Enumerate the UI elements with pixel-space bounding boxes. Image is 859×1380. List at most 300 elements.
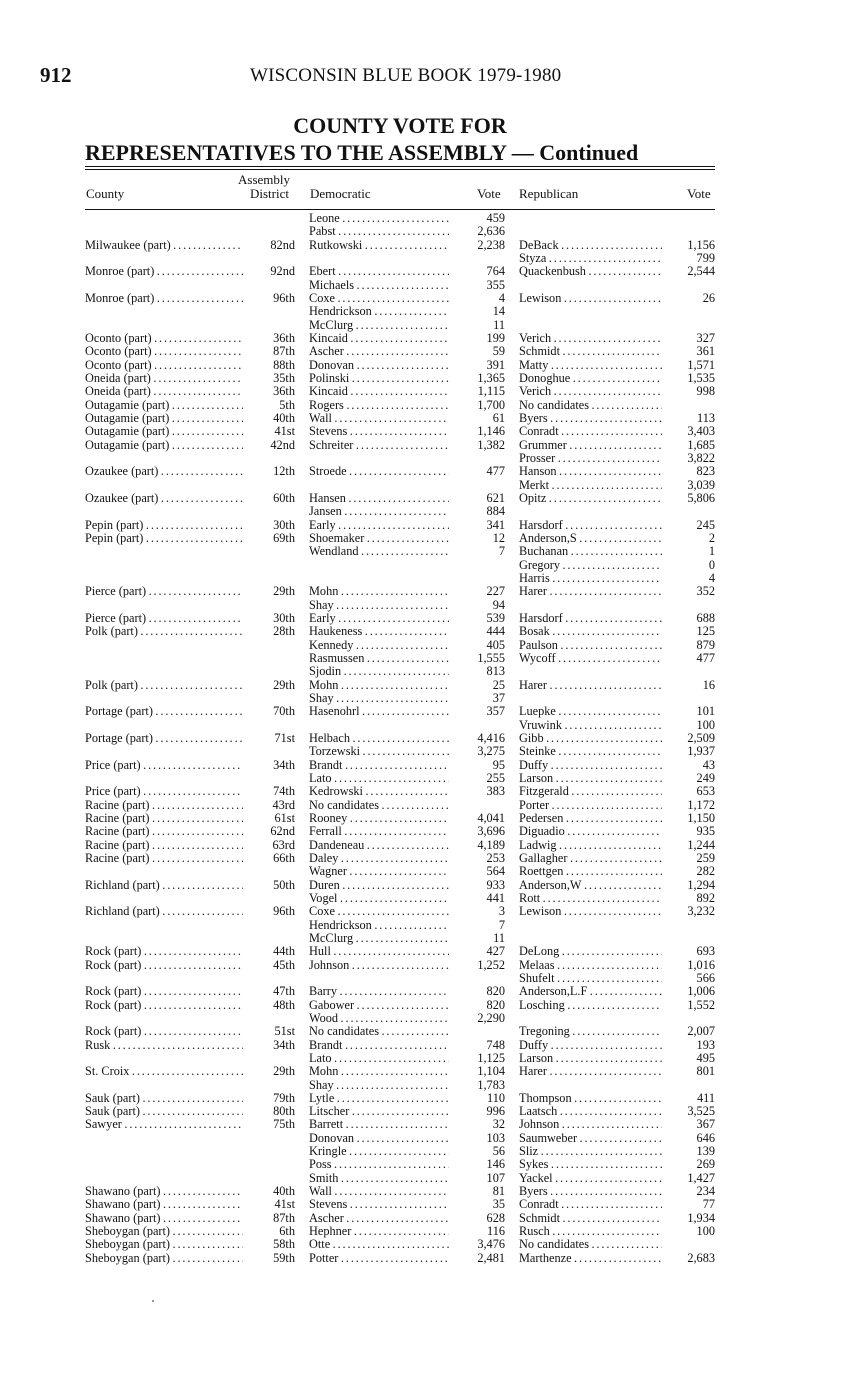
county-cell: Pierce (part) . . . xyxy=(85,612,243,625)
county-cell: Monroe (part) . . . xyxy=(85,292,243,305)
democratic-vote: 2,636 xyxy=(477,224,505,239)
republican-vote: 77 xyxy=(702,1197,715,1212)
democratic-candidate: Schreiter . . . xyxy=(309,439,449,452)
republican-candidate: Porter . . . xyxy=(519,799,662,812)
democratic-vote: 820 xyxy=(486,997,505,1012)
democratic-candidate: Stroede . . . xyxy=(309,465,449,478)
republican-candidate: Duffy . . . xyxy=(519,1039,662,1052)
table-row xyxy=(85,985,715,998)
table-row xyxy=(85,292,715,305)
district-cell: 29th xyxy=(273,677,295,692)
county-cell: Oconto (part) . . . xyxy=(85,359,243,372)
republican-vote: 477 xyxy=(696,650,715,665)
republican-candidate: Rusch . . . xyxy=(519,1225,662,1238)
table-row xyxy=(85,732,715,745)
democratic-candidate: Pabst . . . xyxy=(309,225,449,238)
county-cell: Racine (part) . . . xyxy=(85,852,243,865)
democratic-candidate: Helbach . . . xyxy=(309,732,449,745)
democratic-candidate: Ferrall . . . xyxy=(309,825,449,838)
republican-candidate: Yackel . . . xyxy=(519,1172,662,1185)
table-row xyxy=(85,1132,715,1145)
table-row xyxy=(85,385,715,398)
county-cell: Portage (part) . . . xyxy=(85,705,243,718)
county-cell: Richland (part) . . . xyxy=(85,879,243,892)
republican-vote: 1,006 xyxy=(687,984,715,999)
district-cell: 50th xyxy=(273,877,295,892)
republican-candidate: Harer . . . xyxy=(519,585,662,598)
republican-vote: 566 xyxy=(696,970,715,985)
republican-vote: 43 xyxy=(702,757,715,772)
county-cell: Price (part) . . . xyxy=(85,759,243,772)
republican-candidate: Buchanan . . . xyxy=(519,545,662,558)
county-cell: Polk (part) . . . xyxy=(85,625,243,638)
democratic-candidate: Poss . . . xyxy=(309,1158,449,1171)
table-row xyxy=(85,1212,715,1225)
republican-vote: 3,525 xyxy=(687,1104,715,1119)
county-cell: Oneida (part) . . . xyxy=(85,372,243,385)
republican-candidate: Gregory . . . xyxy=(519,559,662,572)
district-cell: 70th xyxy=(273,704,295,719)
democratic-candidate: Ascher . . . xyxy=(309,345,449,358)
district-cell: 63rd xyxy=(272,837,295,852)
republican-candidate: Wycoff . . . xyxy=(519,652,662,665)
republican-candidate: Merkt . . . xyxy=(519,479,662,492)
table-row xyxy=(85,1185,715,1198)
republican-candidate: Thompson . . . xyxy=(519,1092,662,1105)
democratic-candidate: Smith . . . xyxy=(309,1172,449,1185)
democratic-candidate: Johnson . . . xyxy=(309,959,449,972)
running-title: WISCONSIN BLUE BOOK 1979-1980 xyxy=(250,65,562,86)
republican-candidate: Marthenze . . . xyxy=(519,1252,662,1265)
district-cell: 87th xyxy=(273,1210,295,1225)
democratic-candidate: Otte . . . xyxy=(309,1238,449,1251)
table-row xyxy=(85,759,715,772)
democratic-vote: 81 xyxy=(492,1184,505,1199)
county-cell: Outagamie (part) . . . xyxy=(85,399,243,412)
header-democratic: Democratic xyxy=(310,186,371,201)
table-row xyxy=(85,465,715,478)
republican-vote: 5,806 xyxy=(687,490,715,505)
table-row xyxy=(85,665,715,678)
democratic-vote: 996 xyxy=(486,1104,505,1119)
republican-vote: 16 xyxy=(702,677,715,692)
democratic-candidate: Hephner . . . xyxy=(309,1225,449,1238)
republican-vote: 1 xyxy=(708,544,715,559)
republican-vote: 1,172 xyxy=(687,797,715,812)
republican-vote: 495 xyxy=(696,1050,715,1065)
democratic-candidate: Wall . . . xyxy=(309,1185,449,1198)
democratic-vote: 355 xyxy=(486,277,505,292)
democratic-candidate: Stevens . . . xyxy=(309,425,449,438)
district-cell: 44th xyxy=(273,944,295,959)
republican-vote: 3,232 xyxy=(687,904,715,919)
district-cell: 51st xyxy=(274,1024,295,1039)
header-rule xyxy=(85,209,715,210)
table-row xyxy=(85,212,715,225)
republican-candidate: Larson . . . xyxy=(519,772,662,785)
county-cell: Sauk (part) . . . xyxy=(85,1105,243,1118)
republican-candidate: Gibb . . . xyxy=(519,732,662,745)
democratic-vote: 103 xyxy=(486,1130,505,1145)
table-row xyxy=(85,412,715,425)
republican-candidate: Anderson,L.F . . . xyxy=(519,985,662,998)
republican-vote: 1,150 xyxy=(687,810,715,825)
democratic-candidate: McClurg . . . xyxy=(309,932,449,945)
democratic-candidate: Torzewski . . . xyxy=(309,745,449,758)
republican-candidate: DeBack . . . xyxy=(519,239,662,252)
republican-vote: 245 xyxy=(696,517,715,532)
democratic-vote: 3,476 xyxy=(477,1237,505,1252)
district-cell: 29th xyxy=(273,1064,295,1079)
republican-vote: 935 xyxy=(696,824,715,839)
democratic-candidate: Brandt . . . xyxy=(309,1039,449,1052)
democratic-vote: 3 xyxy=(498,904,505,919)
table-row xyxy=(85,225,715,238)
district-cell: 79th xyxy=(273,1090,295,1105)
table-row xyxy=(85,999,715,1012)
table-row xyxy=(85,959,715,972)
table-row xyxy=(85,1105,715,1118)
district-cell: 87th xyxy=(273,344,295,359)
table-row xyxy=(85,1225,715,1238)
democratic-vote: 1,115 xyxy=(477,384,505,399)
county-cell: Richland (part) . . . xyxy=(85,905,243,918)
republican-candidate: No candidates . . . xyxy=(519,399,662,412)
district-cell: 59th xyxy=(273,1250,295,1265)
democratic-candidate: Hasenohrl . . . xyxy=(309,705,449,718)
republican-vote: 1,535 xyxy=(687,371,715,385)
democratic-vote: 341 xyxy=(486,517,505,532)
democratic-candidate: Hull . . . xyxy=(309,945,449,958)
top-rule-2 xyxy=(85,169,715,170)
page-number: 912 xyxy=(40,63,72,87)
republican-candidate: Rott . . . xyxy=(519,892,662,905)
republican-candidate: Bosak . . . xyxy=(519,625,662,638)
republican-candidate: Johnson . . . xyxy=(519,1118,662,1131)
district-cell: 30th xyxy=(273,517,295,532)
table-row xyxy=(85,265,715,278)
table-row xyxy=(85,879,715,892)
republican-vote: 693 xyxy=(696,944,715,959)
democratic-vote: 253 xyxy=(486,850,505,865)
republican-candidate: Larson . . . xyxy=(519,1052,662,1065)
county-cell: Monroe (part) . . . xyxy=(85,265,243,278)
democratic-candidate: Shay . . . xyxy=(309,692,449,705)
democratic-vote: 61 xyxy=(492,410,505,425)
county-cell: Milwaukee (part) . . . xyxy=(85,239,243,252)
democratic-candidate: Jansen . . . xyxy=(309,505,449,518)
county-cell: Rock (part) . . . xyxy=(85,1025,243,1038)
democratic-candidate: Wagner . . . xyxy=(309,865,449,878)
republican-vote: 113 xyxy=(697,410,715,425)
county-cell: Oneida (part) . . . xyxy=(85,385,243,398)
republican-candidate: Prosser . . . xyxy=(519,452,662,465)
democratic-candidate: Michaels . . . xyxy=(309,279,449,292)
county-cell: Shawano (part) . . . xyxy=(85,1212,243,1225)
county-cell: Sheboygan (part) . . . xyxy=(85,1252,243,1265)
scan-speck xyxy=(152,1300,154,1302)
democratic-vote: 37 xyxy=(492,690,505,705)
county-cell: Racine (part) . . . xyxy=(85,839,243,852)
republican-vote: 249 xyxy=(696,770,715,785)
table-row xyxy=(85,239,715,252)
democratic-candidate: Rogers . . . xyxy=(309,399,449,412)
county-cell: Rusk . . . xyxy=(85,1039,243,1052)
democratic-candidate: Hendrickson . . . xyxy=(309,305,449,318)
democratic-vote: 1,104 xyxy=(477,1064,505,1079)
republican-candidate: Schmidt . . . xyxy=(519,345,662,358)
header-county: County xyxy=(86,186,125,201)
republican-candidate: Sliz . . . xyxy=(519,1145,662,1158)
republican-vote: 100 xyxy=(696,717,715,732)
republican-candidate: Sykes . . . xyxy=(519,1158,662,1171)
table-row xyxy=(85,332,715,345)
democratic-candidate: Coxe . . . xyxy=(309,292,449,305)
district-cell: 82nd xyxy=(270,237,295,252)
republican-vote: 4 xyxy=(708,570,715,585)
district-cell: 48th xyxy=(273,997,295,1012)
democratic-candidate: Barrett . . . xyxy=(309,1118,449,1131)
republican-candidate: Luepke . . . xyxy=(519,705,662,718)
republican-vote: 2 xyxy=(708,530,715,545)
district-cell: 42nd xyxy=(270,437,295,452)
republican-vote: 411 xyxy=(697,1090,715,1105)
republican-vote: 823 xyxy=(696,464,715,479)
district-cell: 61st xyxy=(274,810,295,825)
table-row xyxy=(85,572,715,585)
table-row xyxy=(85,812,715,825)
democratic-candidate: Mohn . . . xyxy=(309,679,449,692)
democratic-candidate: Stevens . . . xyxy=(309,1198,449,1211)
republican-candidate: Opitz . . . xyxy=(519,492,662,505)
table-row xyxy=(85,1172,715,1185)
democratic-vote: 383 xyxy=(486,784,505,799)
district-cell: 28th xyxy=(273,624,295,639)
democratic-candidate: Lytle . . . xyxy=(309,1092,449,1105)
republican-candidate: Tregoning . . . xyxy=(519,1025,662,1038)
republican-vote: 879 xyxy=(696,637,715,652)
democratic-candidate: Brandt . . . xyxy=(309,759,449,772)
republican-candidate: Lewison . . . xyxy=(519,292,662,305)
democratic-candidate: Hansen . . . xyxy=(309,492,449,505)
democratic-candidate: Leone . . . xyxy=(309,212,449,225)
table-row xyxy=(85,785,715,798)
district-cell: 36th xyxy=(273,384,295,399)
district-cell: 74th xyxy=(273,784,295,799)
republican-vote: 1,294 xyxy=(687,877,715,892)
republican-vote: 3,403 xyxy=(687,424,715,439)
table-row xyxy=(85,1252,715,1265)
republican-candidate: Duffy . . . xyxy=(519,759,662,772)
republican-vote: 367 xyxy=(696,1117,715,1132)
republican-vote: 139 xyxy=(696,1144,715,1159)
county-cell: Outagamie (part) . . . xyxy=(85,412,243,425)
democratic-vote: 4 xyxy=(498,291,505,305)
democratic-candidate: Gabower . . . xyxy=(309,999,449,1012)
democratic-candidate: Barry . . . xyxy=(309,985,449,998)
democratic-vote: 1,146 xyxy=(477,424,505,439)
democratic-candidate: Duren . . . xyxy=(309,879,449,892)
democratic-vote: 12 xyxy=(492,530,505,545)
table-row xyxy=(85,252,715,265)
republican-vote: 892 xyxy=(696,890,715,905)
democratic-vote: 4,041 xyxy=(477,810,505,825)
county-cell: Rock (part) . . . xyxy=(85,999,243,1012)
democratic-vote: 459 xyxy=(486,211,505,225)
county-cell: Polk (part) . . . xyxy=(85,679,243,692)
democratic-vote: 357 xyxy=(486,704,505,719)
democratic-vote: 1,125 xyxy=(477,1050,505,1065)
table-row xyxy=(85,625,715,638)
table-row xyxy=(85,319,715,332)
democratic-candidate: Lato . . . xyxy=(309,772,449,785)
county-cell: Rock (part) . . . xyxy=(85,959,243,972)
republican-candidate: No candidates . . . xyxy=(519,1238,662,1251)
county-cell: Price (part) . . . xyxy=(85,785,243,798)
republican-vote: 801 xyxy=(696,1064,715,1079)
republican-candidate: Ladwig . . . xyxy=(519,839,662,852)
democratic-candidate: McClurg . . . xyxy=(309,319,449,332)
democratic-candidate: Early . . . xyxy=(309,612,449,625)
democratic-candidate: Ebert . . . xyxy=(309,265,449,278)
democratic-vote: 3,275 xyxy=(477,744,505,759)
democratic-candidate: Rooney . . . xyxy=(309,812,449,825)
democratic-candidate: Early . . . xyxy=(309,519,449,532)
republican-candidate: Pedersen . . . xyxy=(519,812,662,825)
republican-candidate: Roettgen . . . xyxy=(519,865,662,878)
democratic-candidate: Lato . . . xyxy=(309,1052,449,1065)
county-cell: Oconto (part) . . . xyxy=(85,332,243,345)
democratic-candidate: Ascher . . . xyxy=(309,1212,449,1225)
democratic-candidate: Donovan . . . xyxy=(309,359,449,372)
republican-candidate: Vruwink . . . xyxy=(519,719,662,732)
header-republican: Republican xyxy=(519,186,579,201)
democratic-vote: 255 xyxy=(486,770,505,785)
district-cell: 41st xyxy=(274,1197,295,1212)
table-row xyxy=(85,399,715,412)
table-row xyxy=(85,905,715,918)
republican-vote: 2,007 xyxy=(687,1024,715,1039)
democratic-candidate: Wall . . . xyxy=(309,412,449,425)
republican-vote: 269 xyxy=(696,1157,715,1172)
table-row xyxy=(85,1079,715,1092)
democratic-vote: 56 xyxy=(492,1144,505,1159)
democratic-vote: 564 xyxy=(486,864,505,879)
republican-vote: 352 xyxy=(696,584,715,599)
district-cell: 34th xyxy=(273,1037,295,1052)
county-cell: Racine (part) . . . xyxy=(85,825,243,838)
democratic-vote: 1,783 xyxy=(477,1077,505,1092)
democratic-vote: 199 xyxy=(486,331,505,345)
table-row xyxy=(85,972,715,985)
republican-vote: 234 xyxy=(696,1184,715,1199)
democratic-vote: 2,238 xyxy=(477,237,505,252)
table-row xyxy=(85,719,715,732)
table-row xyxy=(85,932,715,945)
district-cell: 80th xyxy=(273,1104,295,1119)
table-row xyxy=(85,545,715,558)
republican-vote: 1,427 xyxy=(687,1170,715,1185)
republican-vote: 653 xyxy=(696,784,715,799)
democratic-candidate: Hendrickson . . . xyxy=(309,919,449,932)
district-cell: 40th xyxy=(273,410,295,425)
county-cell: Sawyer . . . xyxy=(85,1118,243,1131)
democratic-candidate: Daley . . . xyxy=(309,852,449,865)
democratic-vote: 32 xyxy=(492,1117,505,1132)
table-row xyxy=(85,425,715,438)
county-cell: Pepin (part) . . . xyxy=(85,532,243,545)
republican-candidate: Lewison . . . xyxy=(519,905,662,918)
democratic-vote: 107 xyxy=(486,1170,505,1185)
republican-vote: 1,571 xyxy=(687,357,715,372)
republican-vote: 688 xyxy=(696,610,715,625)
table-row xyxy=(85,705,715,718)
table-row xyxy=(85,745,715,758)
district-cell: 30th xyxy=(273,610,295,625)
table-row xyxy=(85,345,715,358)
democratic-vote: 441 xyxy=(486,890,505,905)
county-cell: Shawano (part) . . . xyxy=(85,1198,243,1211)
district-cell: 96th xyxy=(273,904,295,919)
republican-candidate: Diguadio . . . xyxy=(519,825,662,838)
table-row xyxy=(85,1198,715,1211)
democratic-candidate: Dandeneau . . . xyxy=(309,839,449,852)
democratic-candidate: Wendland . . . xyxy=(309,545,449,558)
democratic-vote: 35 xyxy=(492,1197,505,1212)
democratic-vote: 884 xyxy=(486,504,505,519)
district-cell: 71st xyxy=(274,730,295,745)
district-cell: 92nd xyxy=(270,264,295,279)
table-row xyxy=(85,639,715,652)
district-cell: 62nd xyxy=(270,824,295,839)
democratic-vote: 2,481 xyxy=(477,1250,505,1265)
democratic-vote: 4,189 xyxy=(477,837,505,852)
republican-vote: 1,934 xyxy=(687,1210,715,1225)
republican-candidate: Byers . . . xyxy=(519,1185,662,1198)
republican-vote: 1,016 xyxy=(687,957,715,972)
democratic-candidate: Shay . . . xyxy=(309,1079,449,1092)
district-cell: 88th xyxy=(273,357,295,372)
table-row xyxy=(85,1158,715,1171)
district-cell: 12th xyxy=(273,464,295,479)
democratic-vote: 748 xyxy=(486,1037,505,1052)
header-district: District xyxy=(250,186,289,201)
table-row xyxy=(85,692,715,705)
democratic-vote: 3,696 xyxy=(477,824,505,839)
district-cell: 69th xyxy=(273,530,295,545)
democratic-candidate: Mohn . . . xyxy=(309,1065,449,1078)
democratic-vote: 820 xyxy=(486,984,505,999)
district-cell: 96th xyxy=(273,291,295,305)
top-rule-1 xyxy=(85,166,715,167)
democratic-candidate: Rutkowski . . . xyxy=(309,239,449,252)
table-row xyxy=(85,1118,715,1131)
republican-candidate: Harsdorf . . . xyxy=(519,519,662,532)
democratic-vote: 7 xyxy=(498,544,505,559)
democratic-vote: 4,416 xyxy=(477,730,505,745)
county-cell: Outagamie (part) . . . xyxy=(85,425,243,438)
republican-vote: 282 xyxy=(696,864,715,879)
republican-candidate: Conradt . . . xyxy=(519,1198,662,1211)
header-rep-vote: Vote xyxy=(687,186,711,201)
democratic-vote: 1,382 xyxy=(477,437,505,452)
table-row xyxy=(85,532,715,545)
table-title-line1: COUNTY VOTE FOR xyxy=(293,113,507,138)
republican-candidate: Anderson,S . . . xyxy=(519,532,662,545)
republican-vote: 646 xyxy=(696,1130,715,1145)
table-row xyxy=(85,505,715,518)
county-cell: Oconto (part) . . . xyxy=(85,345,243,358)
